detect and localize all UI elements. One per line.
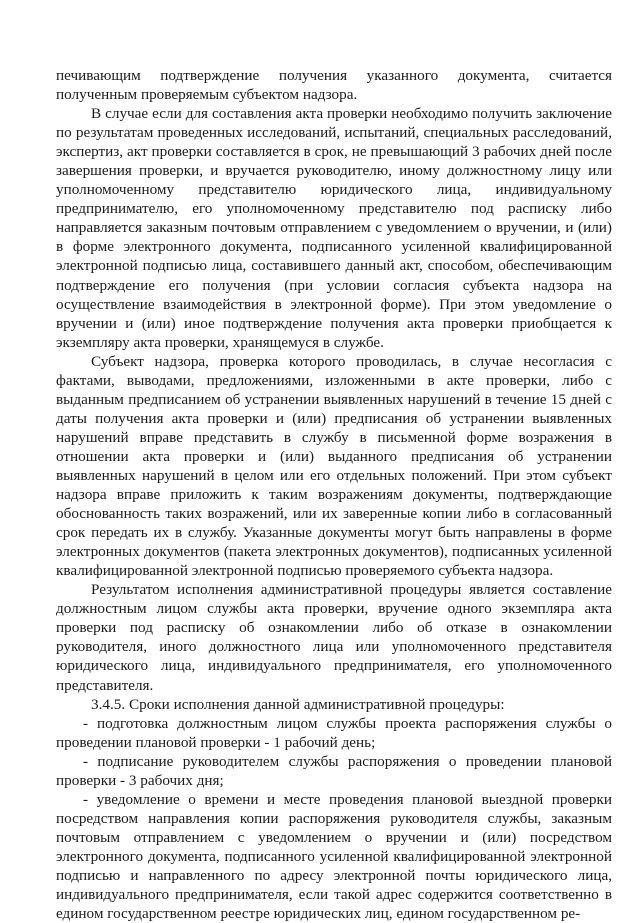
paragraph-procedure-result: Результатом исполнения административной процедуры является составление должностным лицом службы акта проверки, вручение одного экземпляра акта проверки под расписку об ознакомлении либо об отказе в ознакомлении руководителя, иного должностного лица или уполномоченного представителя юридического лица, индивидуального предпринимателя, его уполномоченного представителя. bbox=[56, 581, 612, 694]
paragraph-objections: Субъект надзора, проверка которого проводилась, в случае несогласия с фактами, выводами, предложениями, изложенными в акте проверки, либо с выданным предписанием об устранении выявленных нарушений в течение 15 дней с даты получения акта проверки и (или) предписания об устранении выявленных нарушений вправе представить в службу в письменной форме возражения в отношении акта проверки и (или) выданного предписания об устранении выявленных нарушений в целом или его отдельных положений. При этом субъект надзора вправе приложить к таким возражениям документы, подтверждающие обоснованность таких возражений, или их заверенные копии либо в согласованный срок передать их в службу. Указанные документы могут быть направлены в форме электронных документов (пакета электронных документов), подписанных усиленной квалифицированной электронной подписью проверяемого субъекта надзора. bbox=[56, 352, 612, 580]
paragraph-receipt-confirmation: печивающим подтверждение получения указанного документа, считается полученным проверяемым субъектом надзора. bbox=[56, 67, 612, 104]
paragraph-inspection-act-term: В случае если для составления акта проверки необходимо получить заключение по результатам проведенных исследований, испытаний, специальных расследований, экспертиз, акт проверки составляется в срок, не превышающий 3 рабочих дней после завершения проверки, и вручается руководителю, иному должностному лицу или уполномоченному представителю юридического лица, индивидуальному предпринимателю, его уполномоченному представителю под расписку либо направляется заказным почтовым отправлением с уведомлением о вручении, и (или) в форме электронного документа, подписанного усиленной квалифицированной электронной подписью лица, составившего данный акт, способом, обеспечивающим подтверждение его получения (при условии согласия субъекта надзора на осуществление взаимодействия в электронной форме). При этом уведомление о вручении и (или) иное подтверждение получения акта проверки приобщается к экземпляру акта проверки, хранящемуся в службе. bbox=[56, 105, 612, 351]
list-item-sign-order: - подписание руководителем службы распоряжения о проведении плановой проверки - 3 рабочих дня; bbox=[56, 752, 612, 789]
section-heading-3-4-5: 3.4.5. Сроки исполнения данной административной процедуры: bbox=[91, 695, 505, 713]
list-item-draft-order: - подготовка должностным лицом службы проекта распоряжения службы о проведении плановой проверки - 1 рабочий день; bbox=[56, 714, 612, 751]
document-body bbox=[56, 66, 612, 923]
list-item-notification: - уведомление о времени и месте проведения плановой выездной проверки посредством направления копии распоряжения руководителя службы, заказным почтовым отправлением с уведомлением о вручении и (или) посредством электронного документа, подписанного усиленной квалифицированной электронной подписью и направленного по адресу электронной почты юридического лица, индивидуального предпринимателя, если такой адрес содержится соответственно в едином государственном реестре юридических лиц, едином государственном ре- bbox=[56, 790, 612, 923]
